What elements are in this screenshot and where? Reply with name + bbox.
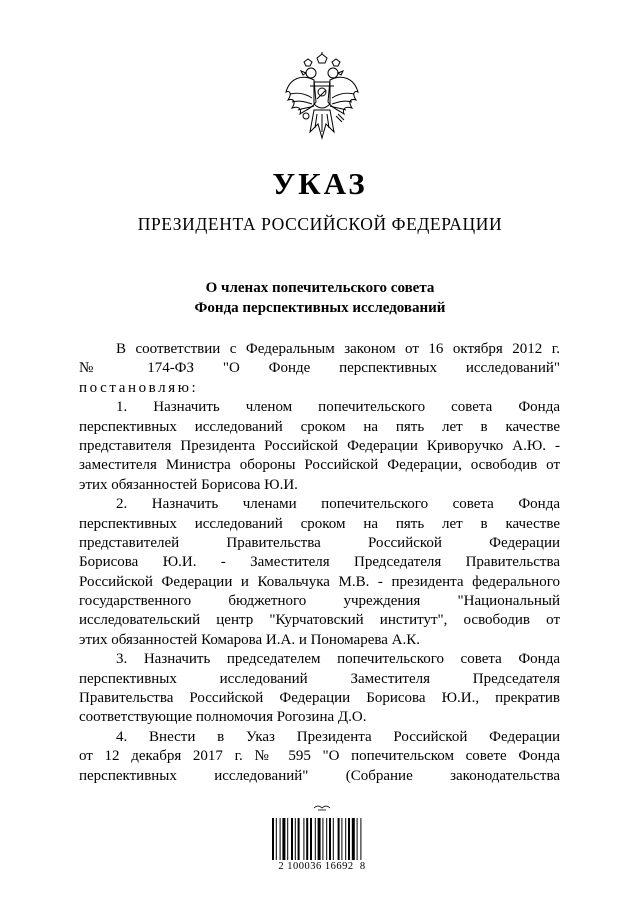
body-line: Российской Федерации и Ковальчука М.В. - президента федерального <box>79 573 560 590</box>
heading-line: О членах попечительского совета <box>205 280 435 296</box>
heading-line: Фонда перспективных исследований <box>194 300 446 316</box>
body-line: перспективных исследований сроком на пять лет в качестве <box>79 418 560 435</box>
body-line: 4. Внести в Указ Президента Российской Федерации <box>116 728 560 745</box>
body-line: В соответствии с Федеральным законом от 16 октября 2012 г. <box>116 341 560 357</box>
body-line: представителей Правительства Российской Федерации <box>79 534 560 551</box>
body-line: перспективных исследований" (Собрание законодательства <box>79 767 560 784</box>
body-line: Правительства Российской Федерации Борисова Ю.И., прекратив <box>79 690 560 707</box>
body-line: перспективных исследований сроком на пять лет в качестве <box>79 515 560 532</box>
document-title: УКАЗ <box>272 166 368 201</box>
body-line: соответствующие полномочия Рогозина Д.О. <box>79 709 367 726</box>
russian-coat-of-arms-icon <box>284 52 360 146</box>
barcode-icon <box>268 804 380 862</box>
body-line: 1. Назначить членом попечительского совета Фонда <box>116 399 560 416</box>
body-line: 3. Назначить председателем попечительского совета Фонда <box>116 651 560 668</box>
decree-heading <box>0 278 640 318</box>
body-line: от 12 декабря 2017 г. № 595 "О попечительском совете Фонда <box>79 748 560 765</box>
decree-body <box>79 340 560 786</box>
body-line: этих обязанностей Борисова Ю.И. <box>79 476 298 493</box>
body-line: постановляю: <box>79 379 199 396</box>
body-line: заместителя Министра обороны Российской Федерации, освободив от <box>79 457 560 474</box>
body-line: представителя Президента Российской Федерации Криворучко А.Ю. - <box>79 437 560 454</box>
body-line: 2. Назначить членами попечительского совета Фонда <box>116 496 560 513</box>
body-line: этих обязанностей Комарова И.А. и Пономарева А.К. <box>79 631 421 648</box>
body-line: Борисова Ю.И. - Заместителя Председателя Правительства <box>79 554 560 571</box>
body-line: исследовательский центр "Курчатовский институт", освободив от <box>79 612 560 629</box>
body-line: перспективных исследований Заместителя Председателя <box>79 670 560 687</box>
body-line: государственного бюджетного учреждения "Национальный <box>79 593 560 610</box>
barcode-digits: 2 100036 16692 8 <box>278 861 366 872</box>
document-subtitle: ПРЕЗИДЕНТА РОССИЙСКОЙ ФЕДЕРАЦИИ <box>137 214 503 234</box>
body-line: № 174-ФЗ "О Фонде перспективных исследований" <box>79 360 560 377</box>
